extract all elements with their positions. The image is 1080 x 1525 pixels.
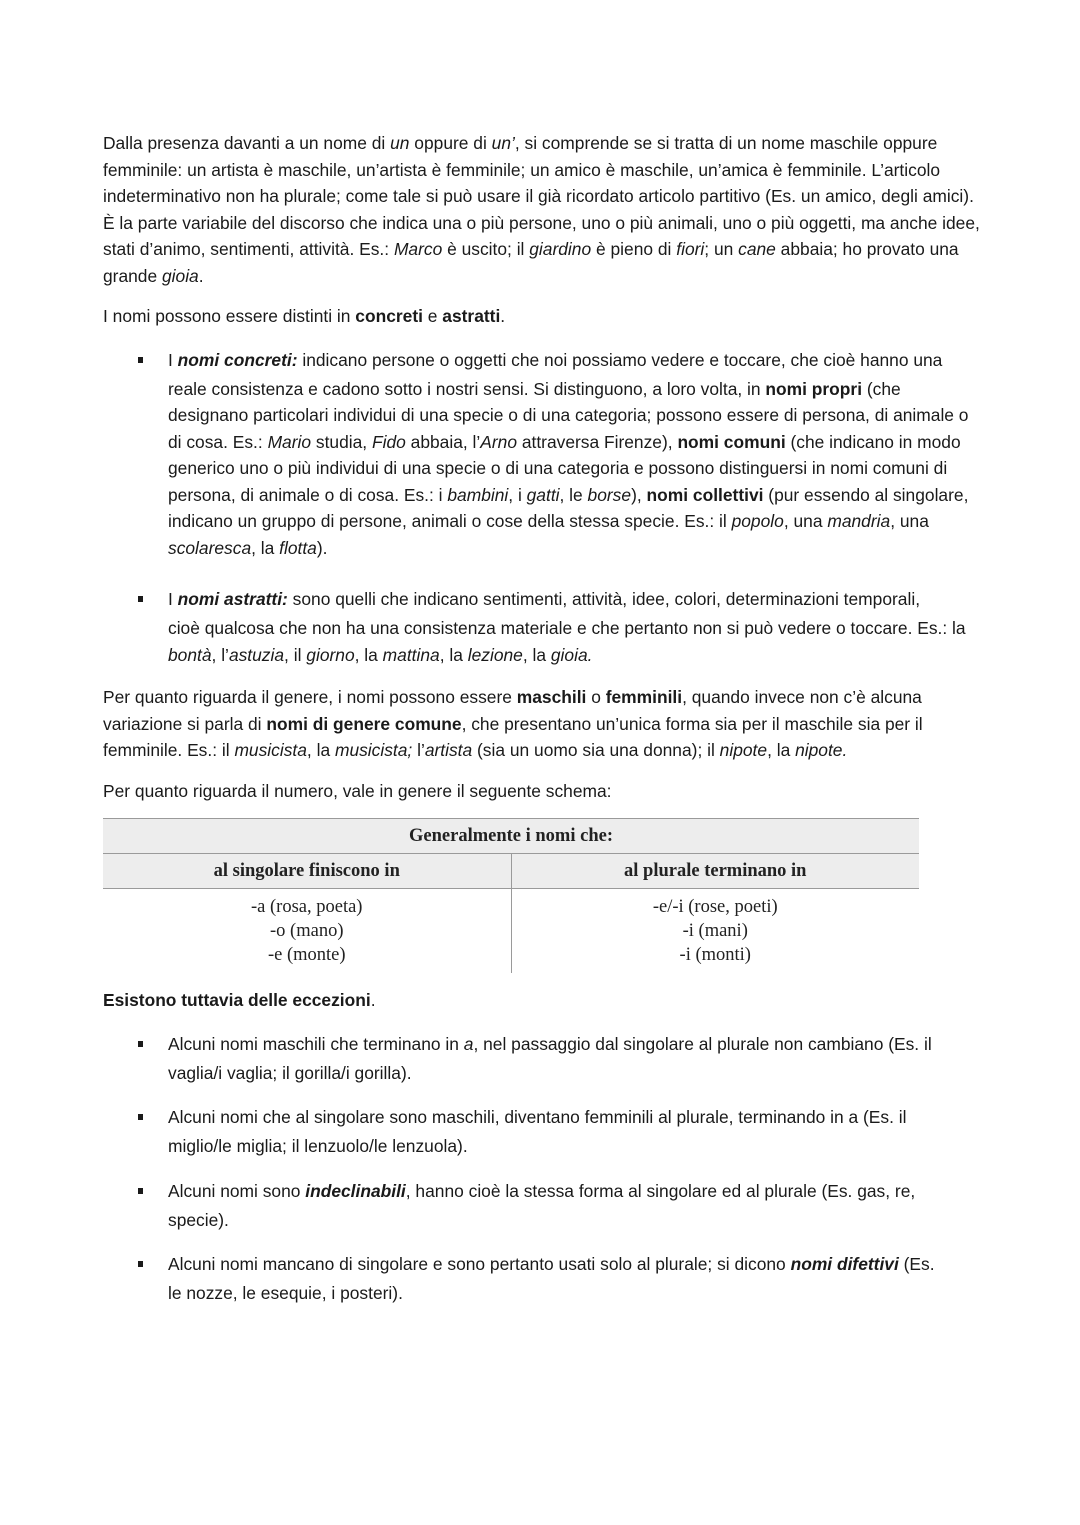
text-run: , una bbox=[890, 511, 929, 531]
bold-italic-run: nomi astratti: bbox=[177, 589, 288, 609]
bold-run: maschili bbox=[516, 687, 587, 707]
text-run: è pieno di bbox=[591, 239, 677, 259]
list-item-first-line: Alcuni nomi che al singolare sono maschili, diventano femminili al plurale, terminando in a (Es. il bbox=[168, 1107, 907, 1127]
italic-run: giorno bbox=[306, 644, 355, 665]
square-bullet-icon bbox=[138, 596, 143, 602]
text-run: le nozze, le esequie, i posteri). bbox=[168, 1283, 403, 1303]
list-item-exception-1 bbox=[103, 1028, 983, 1087]
italic-run: a bbox=[463, 1033, 474, 1054]
list-item-exception-2 bbox=[103, 1101, 983, 1160]
list-item-concreti bbox=[103, 344, 983, 562]
plural-table bbox=[103, 818, 919, 973]
italic-run: bontà bbox=[168, 644, 212, 665]
italic-run: gioia. bbox=[550, 644, 593, 665]
bold-run: astratti bbox=[442, 306, 501, 326]
plural-endings-cell bbox=[511, 889, 919, 974]
bold-run: nomi di genere comune bbox=[266, 713, 462, 734]
text-run: e bbox=[422, 306, 443, 326]
italic-run: astuzia bbox=[228, 644, 285, 665]
bold-run: femminili bbox=[605, 687, 683, 707]
italic-run: un bbox=[390, 133, 410, 153]
bold-run: Esistono tuttavia delle eccezioni bbox=[103, 990, 371, 1010]
bold-italic-run: nomi concreti: bbox=[177, 349, 298, 370]
text-run: , i bbox=[508, 484, 527, 505]
square-bullet-icon bbox=[138, 1041, 143, 1047]
text-run: , una bbox=[783, 511, 828, 531]
text-run: Alcuni nomi mancano di singolare e sono pertanto usati solo al plurale; si dicono bbox=[168, 1254, 791, 1274]
table-cell-line: -a (rosa, poeta) bbox=[251, 897, 363, 917]
italic-run: scolaresca bbox=[168, 537, 252, 558]
italic-run: cane bbox=[738, 239, 776, 259]
italic-run: musicista bbox=[234, 740, 307, 760]
text-run: Alcuni nomi maschili che terminano in bbox=[168, 1033, 464, 1054]
text-run: , nel passaggio dal singolare al plurale non cambiano (Es. il bbox=[473, 1033, 932, 1054]
italic-run: Marco bbox=[393, 239, 443, 259]
text-run: , si comprende se si tratta di un nome maschile oppure femminile: un artista è maschile, un’artista è femminile; un amico è maschile, un’amica è femminile. L’articolo indeterminativo non ha plurale; come tale si può usare il già ricordato articolo partitivo (Es. un amico, degli amici). È la parte variabile del discorso che indica una o più persone, uno o più animali, uno o più oggetti, ma anche idee, stati d’animo, sentimenti, attività. Es.: bbox=[103, 133, 980, 259]
bold-run: nomi collettivi bbox=[646, 484, 764, 505]
document-page bbox=[103, 130, 983, 1322]
list-item-astratti bbox=[103, 583, 983, 668]
text-run: , l’ bbox=[211, 644, 229, 665]
text-run: , la bbox=[354, 644, 383, 665]
table-cell-line: -e (monte) bbox=[267, 945, 346, 965]
intro-paragraph bbox=[103, 130, 983, 289]
distinction-paragraph bbox=[103, 303, 983, 330]
text-run: specie). bbox=[168, 1209, 229, 1230]
text-run: , la bbox=[251, 537, 280, 558]
text-run: I nomi possono essere distinti in bbox=[103, 306, 356, 326]
text-run: reale consistenza e cadono sotto i nostri sensi. Si distinguono, a loro volta, in bbox=[168, 378, 766, 399]
italic-run: Arno bbox=[480, 431, 517, 452]
text-run: vaglia/i vaglia; il gorilla/i gorilla). bbox=[168, 1062, 412, 1083]
text-run: sono quelli che indicano sentimenti, attività, idee, colori, determinazioni temporali, bbox=[287, 589, 921, 609]
text-run: , hanno cioè la stessa forma al singolare ed al plurale (Es. gas, re, bbox=[405, 1180, 916, 1201]
italic-run: bambini bbox=[447, 484, 509, 505]
text-run: . bbox=[370, 990, 376, 1010]
square-bullet-icon bbox=[138, 1188, 143, 1194]
text-run: o bbox=[586, 687, 606, 707]
bold-italic-run: nomi difettivi bbox=[790, 1254, 899, 1274]
square-bullet-icon bbox=[138, 1114, 143, 1120]
text-run: , la bbox=[767, 740, 796, 760]
text-run: attraversa Firenze), bbox=[517, 431, 678, 452]
text-run: , la bbox=[306, 740, 335, 760]
text-run: I bbox=[168, 349, 178, 370]
text-run: , che presentano un’unica forma sia per il maschile sia per il femminile. Es.: il bbox=[103, 713, 923, 760]
list-item-first-line bbox=[168, 1028, 983, 1061]
exceptions-heading bbox=[103, 987, 983, 1014]
table-cell-line: -e/-i (rose, poeti) bbox=[652, 897, 778, 917]
number-intro: Per quanto riguarda il numero, vale in genere il seguente schema: bbox=[103, 780, 612, 801]
table-header-row bbox=[103, 854, 919, 889]
text-run: (sia un uomo sia una donna); il bbox=[472, 740, 720, 760]
square-bullet-icon bbox=[138, 357, 143, 363]
list-item-exception-4 bbox=[103, 1248, 983, 1307]
table-row bbox=[103, 889, 919, 974]
text-run: ; un bbox=[704, 239, 739, 259]
text-run: ). bbox=[316, 537, 328, 558]
text-run: è uscito; il bbox=[442, 239, 530, 259]
bold-run: concreti bbox=[355, 306, 423, 326]
text-run: (che indicano in modo generico uno o più individui di una specie o di una categoria e possono distinguersi in nomi comuni di persona, di animale o di cosa. Es.: i bbox=[168, 431, 961, 505]
italic-run: Mario bbox=[267, 431, 312, 452]
table-title-row bbox=[103, 819, 919, 854]
list-item-first-line bbox=[168, 1175, 983, 1208]
bold-italic-run: indeclinabili bbox=[305, 1180, 406, 1201]
italic-run: gioia bbox=[161, 265, 199, 286]
text-run: studia, bbox=[311, 431, 372, 452]
text-run: Alcuni nomi sono bbox=[168, 1180, 306, 1201]
list-item-first-line bbox=[168, 344, 983, 377]
text-run: , la bbox=[439, 644, 468, 665]
text-run: abbaia, l’ bbox=[405, 431, 481, 452]
italic-run: popolo bbox=[731, 511, 784, 531]
text-run: miglio/le miglia; il lenzuolo/le lenzuola). bbox=[168, 1136, 468, 1156]
italic-run: mattina bbox=[382, 644, 440, 665]
italic-run: un’ bbox=[491, 133, 515, 153]
table-cell-line: -i (monti) bbox=[679, 945, 751, 965]
list-item-exception-3 bbox=[103, 1175, 983, 1234]
italic-run: giardino bbox=[529, 239, 592, 259]
text-run: ), bbox=[631, 484, 647, 505]
gender-paragraph bbox=[103, 684, 983, 764]
text-run: , quando invece non c’è alcuna variazione si parla di bbox=[103, 687, 922, 734]
italic-run: artista bbox=[424, 740, 473, 760]
italic-run: fiori bbox=[676, 239, 705, 259]
text-run: I bbox=[168, 589, 178, 609]
text-run: (Es. bbox=[898, 1254, 935, 1274]
text-run: , le bbox=[559, 484, 588, 505]
text-run: . bbox=[198, 265, 204, 286]
text-run: Per quanto riguarda il genere, i nomi possono essere bbox=[103, 687, 517, 707]
text-run: Dalla presenza davanti a un nome di bbox=[103, 133, 391, 153]
italic-run: lezione bbox=[467, 644, 523, 665]
italic-run: borse bbox=[587, 484, 632, 505]
text-run: l’ bbox=[412, 740, 425, 760]
text-run: oppure di bbox=[409, 133, 492, 153]
bold-run: nomi propri bbox=[765, 378, 863, 399]
table-title: Generalmente i nomi che: bbox=[103, 819, 919, 854]
list-item-first-line bbox=[168, 1248, 983, 1281]
bold-run: nomi comuni bbox=[677, 431, 786, 452]
column-header-plural: al plurale terminano in bbox=[511, 854, 919, 889]
italic-run: mandria bbox=[827, 511, 891, 531]
italic-run: gatti bbox=[526, 484, 560, 505]
text-run: (pur essendo al singolare, indicano un gruppo di persone, animali o cose della stessa specie. Es.: il bbox=[168, 484, 969, 531]
list-item-first-line bbox=[168, 583, 983, 616]
exceptions-list bbox=[103, 1028, 983, 1307]
text-run: . bbox=[500, 306, 506, 326]
text-run: cioè qualcosa che non ha una consistenza materiale e che pertanto non si può vedere o toccare. Es.: la bbox=[168, 618, 966, 638]
text-run: , la bbox=[522, 644, 551, 665]
text-run: , il bbox=[284, 644, 307, 665]
column-header-singular: al singolare finiscono in bbox=[103, 854, 511, 889]
singular-endings-cell bbox=[103, 889, 511, 974]
italic-run: nipote. bbox=[795, 740, 848, 760]
italic-run: musicista; bbox=[334, 740, 413, 760]
text-run: indicano persone o oggetti che noi possiamo vedere e toccare, che cioè hanno una bbox=[297, 349, 943, 370]
table-cell-line: -i (mani) bbox=[682, 921, 748, 941]
table-cell-line: -o (mano) bbox=[270, 921, 344, 941]
square-bullet-icon bbox=[138, 1261, 143, 1267]
noun-types-list bbox=[103, 344, 983, 669]
italic-run: Fido bbox=[371, 431, 406, 452]
text-run: abbaia; ho provato una grande bbox=[103, 239, 959, 286]
italic-run: flotta bbox=[279, 537, 317, 558]
text-run: (che designano particolari individui di una specie o di una categoria; possono essere di persona, di animale o di cosa. Es.: bbox=[168, 378, 969, 452]
italic-run: nipote bbox=[719, 740, 768, 760]
